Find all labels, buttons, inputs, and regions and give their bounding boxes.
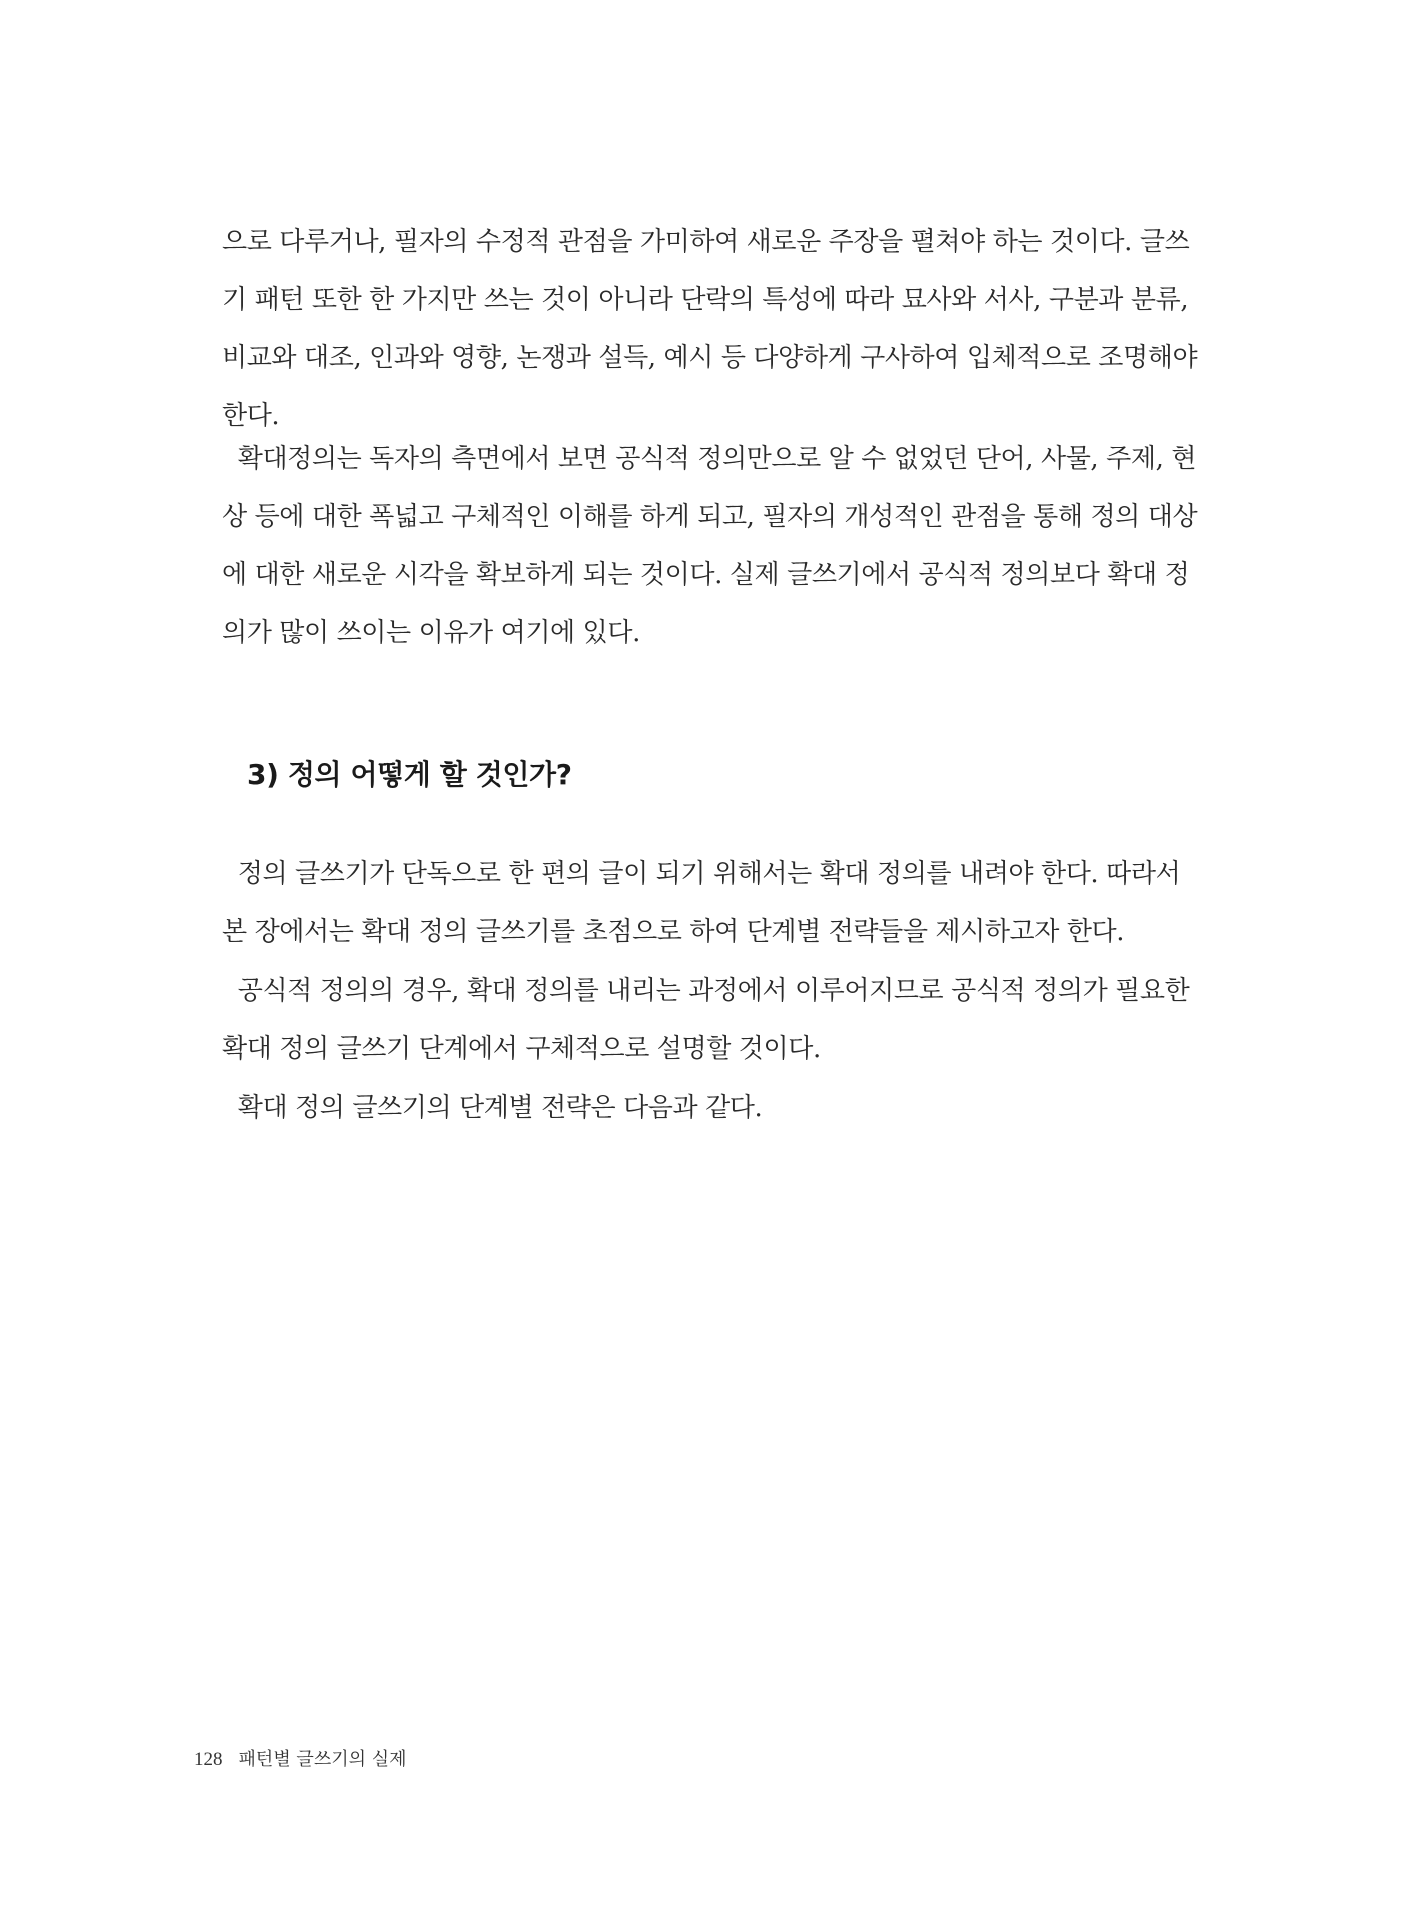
paragraph-line: 본 장에서는 확대 정의 글쓰기를 초점으로 하여 단계별 전략들을 제시하고자 한다. — [222, 917, 1125, 947]
page-footer — [194, 1745, 406, 1771]
paragraph-line: 공식적 정의의 경우, 확대 정의를 내리는 과정에서 이루어지므로 공식적 정의가 필요한 — [222, 976, 1190, 1006]
book-title: 패턴별 글쓰기의 실제 — [238, 1749, 407, 1770]
paragraph-line: 정의 글쓰기가 단독으로 한 편의 글이 되기 위해서는 확대 정의를 내려야 한다. 따라서 — [222, 859, 1181, 889]
paragraph-line: 에 대한 새로운 시각을 확보하게 되는 것이다. 실제 글쓰기에서 공식적 정의보다 확대 정 — [222, 560, 1190, 590]
paragraph-line: 확대 정의 글쓰기 단계에서 구체적으로 설명할 것이다. — [222, 1034, 821, 1064]
paragraph-line: 의가 많이 쓰이는 이유가 여기에 있다. — [222, 618, 640, 648]
paragraph-line: 확대 정의 글쓰기의 단계별 전략은 다음과 같다. — [222, 1093, 763, 1123]
paragraph-line: 비교와 대조, 인과와 영향, 논쟁과 설득, 예시 등 다양하게 구사하여 입체적으로 조명해야 — [222, 343, 1198, 373]
page-number: 128 — [194, 1749, 223, 1770]
paragraph-line: 으로 다루거나, 필자의 수정적 관점을 가미하여 새로운 주장을 펼쳐야 하는 것이다. 글쓰 — [222, 227, 1190, 257]
section-heading: 3) 정의 어떻게 할 것인가? — [247, 758, 572, 791]
paragraph-line: 상 등에 대한 폭넓고 구체적인 이해를 하게 되고, 필자의 개성적인 관점을 통해 정의 대상 — [222, 502, 1198, 532]
paragraph-line: 확대정의는 독자의 측면에서 보면 공식적 정의만으로 알 수 없었던 단어, 사물, 주제, 현 — [222, 444, 1197, 474]
paragraph-line: 한다. — [222, 401, 280, 431]
paragraph-line: 기 패턴 또한 한 가지만 쓰는 것이 아니라 단락의 특성에 따라 묘사와 서사, 구분과 분류, — [222, 285, 1189, 315]
